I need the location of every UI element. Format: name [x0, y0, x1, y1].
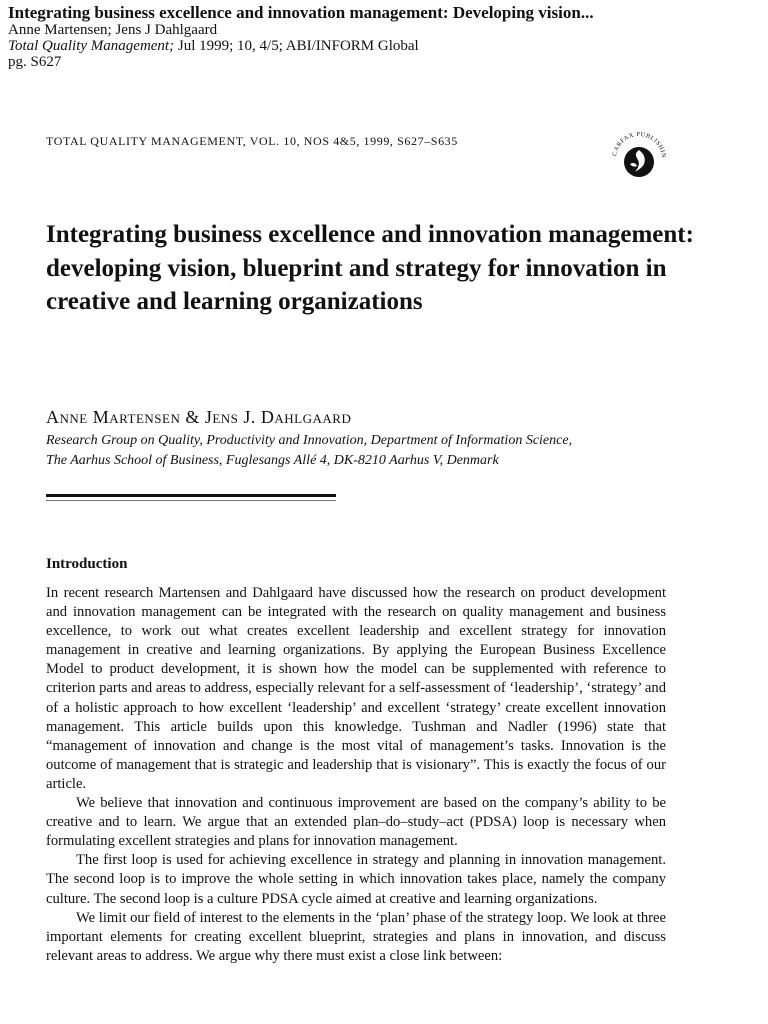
publisher-logo-text: CARFAX PUBLISHIN [611, 130, 668, 159]
section-heading: Introduction [46, 556, 128, 572]
paragraph: The first loop is used for achieving excellence in strategy and planning in innovation management. The second loop is to improve the whole setting in which innovation takes place, namely the company culture. The second loop is a culture PDSA cycle aimed at creative and learning organizations. [46, 852, 666, 907]
section-body [46, 584, 666, 966]
page-number: pg. S627 [8, 54, 62, 70]
author-affiliation [46, 431, 746, 471]
journal-name: Total Quality Management; [8, 38, 175, 54]
paragraph: In recent research Martensen and Dahlgaard have discussed how the research on product development and innovation management can be integrated with the research on quality management and business excellence, to work out what creates excellent leadership and excellent strategy for innovation management in creative and learning organizations. By applying the European Business Excellence Model to product development, it is shown how the model can be supplemented with reference to criterion parts and areas to address, especially relevant for a self-assessment of ‘leadership’, ‘strategy’ and of a holistic approach to how excellent ‘leadership’ and excellent ‘strategy’ create excellent innovation management. This article builds upon this knowledge. Tushman and Nadler (1996) state that “management of innovation and change is the most vital of management’s tasks. Innovation is the outcome of management that is strategic and leadership that is visionary”. This is exactly the focus of our article. [46, 585, 666, 792]
journal-line-volume: VOL. 10, NOS 4&5, 1999, S627–S635 [246, 134, 458, 148]
issue-info: Jul 1999; 10, 4/5; ABI/INFORM Global [174, 38, 419, 54]
section-divider-thin [46, 500, 336, 501]
paragraph: We limit our field of interest to the elements in the ‘plan’ phase of the strategy loop. We look at three important elements for creating excellent blueprint, strategies and plans in innovation, and discuss relevant areas to address. We argue why there must exist a close link between: [46, 909, 666, 964]
document-title: Integrating business excellence and innovation management: Developing vision... [8, 3, 594, 22]
affiliation-line-2: The Aarhus School of Business, Fuglesangs Allé 4, DK-8210 Aarhus V, Denmark [46, 453, 499, 468]
affiliation-line-1: Research Group on Quality, Productivity and Innovation, Department of Information Science, [46, 433, 573, 448]
document-citation [8, 38, 758, 54]
section-divider [46, 494, 336, 497]
article-authors: Anne Martensen & Jens J. Dahlgaard [46, 407, 352, 427]
document-header [8, 4, 758, 70]
publisher-logo [608, 128, 670, 190]
publisher-seal-icon [608, 128, 670, 190]
article-title: Integrating business excellence and innovation management: developing vision, blueprint and strategy for innovation in creative and learning organizations [46, 221, 694, 315]
paragraph: We believe that innovation and continuous improvement are based on the company’s ability to be creative and to learn. We argue that an extended plan–do–study–act (PDSA) loop is necessary when formulating excellent strategies and plans for innovation management. [46, 795, 666, 850]
journal-line-name: TOTAL QUALITY MANAGEMENT, [46, 134, 247, 148]
journal-line [46, 134, 458, 149]
document-authors: Anne Martensen; Jens J Dahlgaard [8, 22, 218, 38]
